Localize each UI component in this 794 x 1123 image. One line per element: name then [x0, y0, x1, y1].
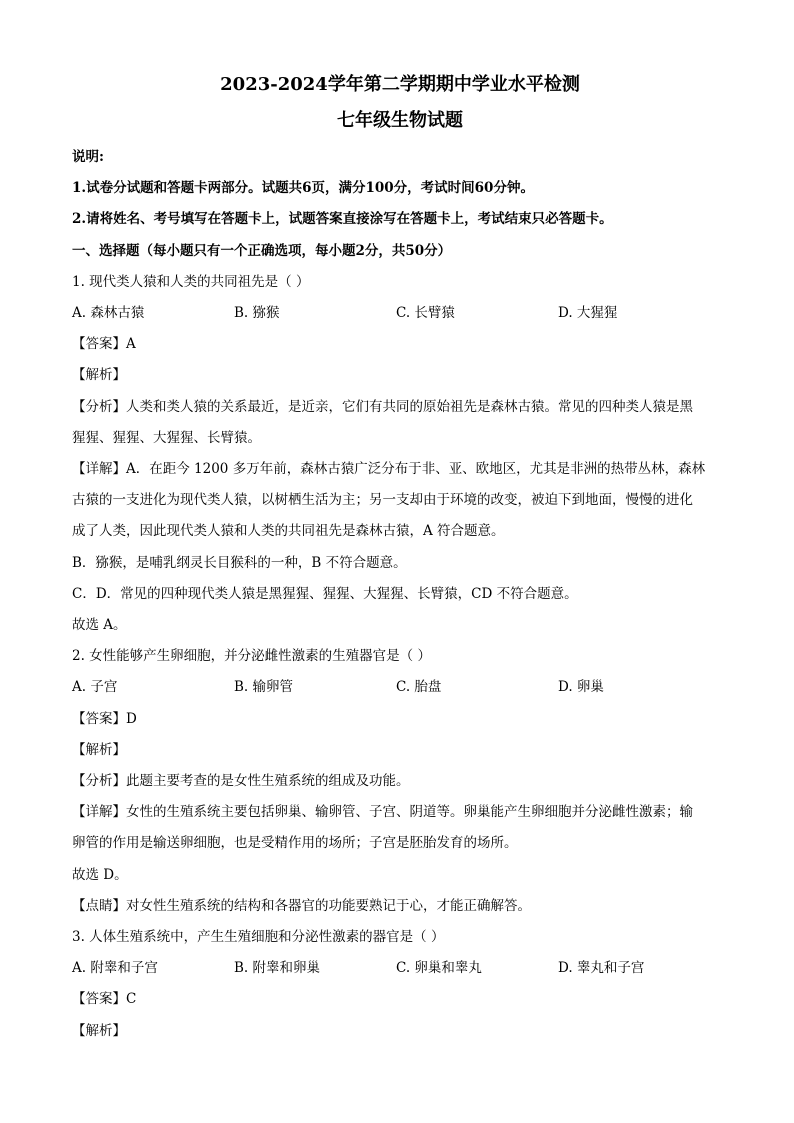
question-1-answer: 【答案】A [72, 336, 136, 353]
question-1-detail-line-2: 古猿的一支进化为现代类人猿，以树栖生活为主；另一支却由于环境的改变，被迫下到地面，慢慢的进化 [72, 492, 693, 509]
question-1-option-d: D. 大猩猩 [558, 305, 618, 322]
question-3-option-b: B. 附睾和卵巢 [234, 960, 321, 977]
question-2-detail-line-2: 卵管的作用是输送卵细胞，也是受精作用的场所；子宫是胚胎发育的场所。 [72, 835, 518, 852]
question-2-fenxi: 【分析】此题主要考查的是女性生殖系统的组成及功能。 [72, 773, 410, 790]
question-1-analysis-label: 【解析】 [72, 367, 126, 384]
question-3-options [72, 953, 728, 984]
instructions-heading: 说明: [72, 149, 104, 165]
question-1-fenxi-line-2: 猩猩、猩猩、大猩猩、长臂猿。 [72, 429, 261, 446]
question-2-option-a: A. 子宫 [72, 679, 118, 696]
question-2-analysis-label: 【解析】 [72, 741, 126, 758]
question-2-option-b: B. 输卵管 [234, 679, 294, 696]
question-1-options [72, 298, 728, 329]
section-heading: 一、选择题（每小题只有一个正确选项，每小题2分，共50分） [72, 242, 452, 259]
question-1-detail-line-3: 成了人类，因此现代类人猿和人类的共同祖先是森林古猿，A 符合题意。 [72, 523, 505, 540]
question-1-detail-cd: C．D．常见的四种现代类人猿是黑猩猩、猩猩、大猩猩、长臂猿，CD 不符合题意。 [72, 585, 578, 602]
question-1-conclusion: 故选 A。 [72, 617, 127, 634]
question-2-conclusion: 故选 D。 [72, 866, 128, 883]
question-2-detail-line-1: 【详解】女性的生殖系统主要包括卵巢、输卵管、子宫、阴道等。卵巢能产生卵细胞并分泌雌性激素；输 [72, 804, 693, 821]
question-1-fenxi-line-1: 【分析】人类和类人猿的关系最近，是近亲，它们有共同的原始祖先是森林古猿。常见的四种类人猿是黑 [72, 398, 693, 415]
instruction-item-1: 1.试卷分试题和答题卡两部分。试题共6页，满分100分，考试时间60分钟。 [72, 180, 534, 197]
question-3-stem: 3. 人体生殖系统中，产生生殖细胞和分泌性激素的器官是（ ） [72, 929, 445, 946]
exam-title: 2023-2024学年第二学期期中学业水平检测 [220, 74, 580, 95]
question-2-stem: 2. 女性能够产生卵细胞，并分泌雌性激素的生殖器官是（ ） [72, 648, 431, 665]
exam-subtitle: 七年级生物试题 [337, 110, 463, 131]
question-2-option-c: C. 胎盘 [396, 679, 442, 696]
instruction-item-2: 2.请将姓名、考号填写在答题卡上，试题答案直接涂写在答题卡上，考试结束只必答题卡。 [72, 211, 613, 228]
question-1-detail-line-1: 【详解】A．在距今 1200 多万年前，森林古猿广泛分布于非、亚、欧地区，尤其是非洲的热带丛林，森林 [72, 461, 706, 478]
question-3-option-d: D. 睾丸和子宫 [558, 960, 645, 977]
document-page [72, 66, 728, 1047]
question-1-detail-b: B．猕猴，是哺乳纲灵长目猴科的一种，B 不符合题意。 [72, 554, 407, 571]
question-1-option-b: B. 猕猴 [234, 305, 280, 322]
question-3-analysis-label: 【解析】 [72, 1022, 126, 1039]
question-3-option-a: A. 附睾和子宫 [72, 960, 158, 977]
question-1-stem: 1. 现代类人猿和人类的共同祖先是（ ） [72, 273, 310, 290]
question-1-option-c: C. 长臂猿 [396, 305, 455, 322]
question-2-option-d: D. 卵巢 [558, 679, 604, 696]
question-1-option-a: A. 森林古猿 [72, 305, 145, 322]
question-2-answer: 【答案】D [72, 710, 137, 727]
question-2-options [72, 672, 728, 703]
question-3-option-c: C. 卵巢和睾丸 [396, 960, 482, 977]
question-2-key-point: 【点睛】对女性生殖系统的结构和各器官的功能要熟记于心，才能正确解答。 [72, 897, 531, 914]
question-3-answer: 【答案】C [72, 991, 137, 1008]
